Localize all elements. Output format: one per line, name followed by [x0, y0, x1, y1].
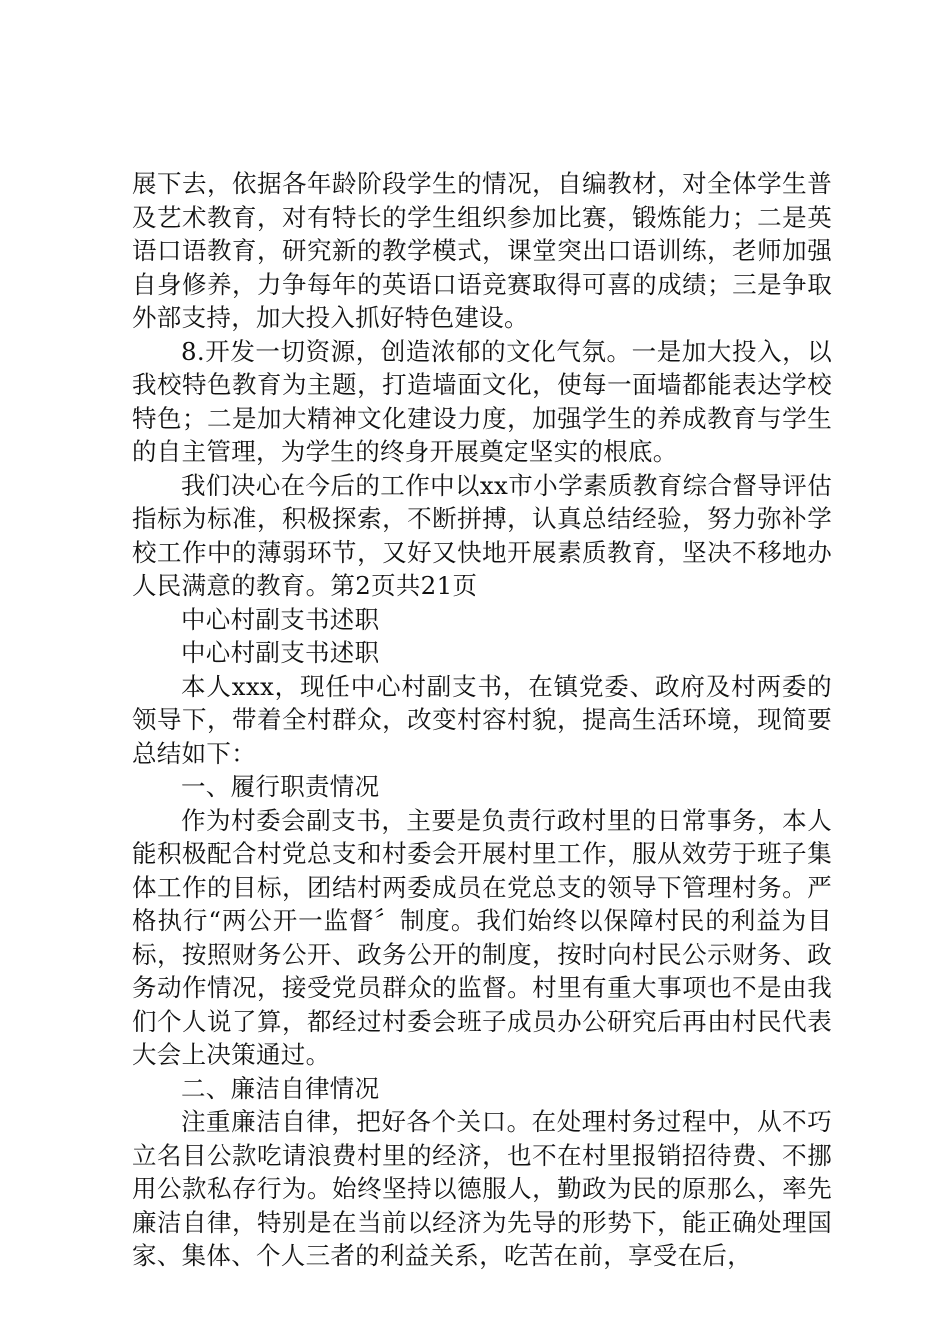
- paragraph-1: 展下去，依据各年龄阶段学生的情况，自编教材，对全体学生普及艺术教育，对有特长的学生组织参加比赛，锻炼能力；二是英语口语教育，研究新的教学模式，课堂突出口语训练，老师加强自身修养，力争每年的英语口语竞赛取得可喜的成绩；三是争取外部支持，加大投入抓好特色建设。: [132, 169, 832, 332]
- section-title-repeat: 中心村副支书述职: [181, 638, 380, 667]
- paragraph-integrity: 注重廉洁自律，把好各个关口。在处理村务过程中，从不巧立名目公款吃请浪费村里的经济，也不在村里报销招待费、不挪用公款私存行为。始终坚持以德服人，勤政为民的原那么，率先廉洁自律，特别是在当前以经济为先导的形势下，能正确处理国家、集体、个人三者的利益关系，吃苦在前，享受在后，: [132, 1107, 832, 1270]
- heading-duties: 一、履行职责情况: [181, 772, 380, 801]
- paragraph-intro: 本人xxx，现任中心村副支书，在镇党委、政府及村两委的领导下，带着全村群众，改变村容村貌，提高生活环境，现简要总结如下：: [132, 671, 832, 768]
- paragraph-duties: 作为村委会副支书，主要是负责行政村里的日常事务，本人能积极配合村党总支和村委会开展村里工作，服从效劳于班子集体工作的目标，团结村两委成员在党总支的领导下管理村务。严格执行“两公开一监督〞制度。我们始终以保障村民的利益为目标，按照财务公开、政务公开的制度，按时向村民公示财务、政务动作情况，接受党员群众的监督。村里有重大事项也不是由我们个人说了算，都经过村委会班子成员办公研究后再由村民代表大会上决策通过。: [132, 805, 832, 1069]
- paragraph-2: 8.开发一切资源，创造浓郁的文化气氛。一是加大投入，以我校特色教育为主题，打造墙面文化，使每一面墙都能表达学校特色；二是加大精神文化建设力度，加强学生的养成教育与学生的自主管理，为学生的终身开展奠定坚实的根底。: [132, 336, 832, 466]
- section-title: 中心村副支书述职: [181, 604, 380, 634]
- heading-integrity: 二、廉洁自律情况: [181, 1073, 380, 1103]
- document-body: [132, 167, 832, 1273]
- paragraph-3: 我们决心在今后的工作中以xx市小学素质教育综合督导评估指标为标准，积极探索，不断拼搏，认真总结经验，努力弥补学校工作中的薄弱环节，又好又快地开展素质教育，坚决不移地办人民满意的教育。第2页共21页: [132, 470, 832, 600]
